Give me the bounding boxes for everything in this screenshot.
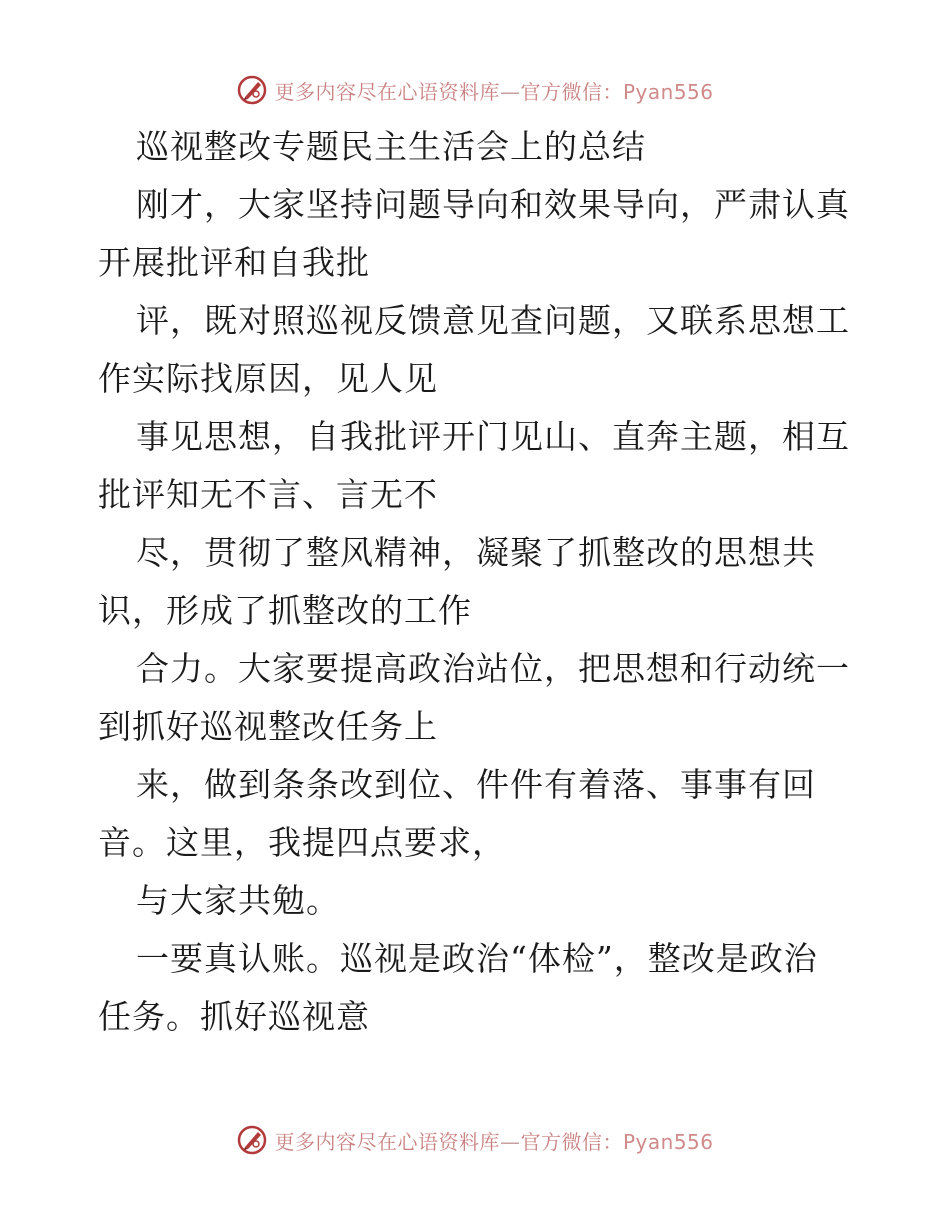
text-line: 事见思想，自我批评开门见山、直奔主题，相互 — [136, 417, 850, 456]
watermark-group — [236, 1124, 713, 1156]
text-line: 任务。抓好巡视意 — [98, 997, 370, 1036]
text-line: 一要真认账。巡视是政治“体检”，整改是政治 — [136, 939, 818, 978]
watermark-brand: 更多内容尽在心语资料库 — [274, 1129, 500, 1154]
text-line: 作实际找原因，见人见 — [98, 359, 438, 398]
text-line: 巡视整改专题民主生活会上的总结 — [136, 127, 646, 166]
watermark-official: 官方微信： — [520, 79, 623, 104]
text-line: 与大家共勉。 — [136, 881, 340, 920]
text-line: 尽，贯彻了整风精神，凝聚了抓整改的思想共 — [136, 533, 816, 572]
text-line: 批评知无不言、言无不 — [98, 475, 438, 514]
footer-watermark — [0, 1120, 950, 1160]
text-line: 评，既对照巡视反馈意见查问题，又联系思想工 — [136, 301, 850, 340]
text-line: 识，形成了抓整改的工作 — [98, 591, 472, 630]
watermark-text — [274, 76, 713, 105]
watermark-wechat-id: Pyan556 — [622, 79, 714, 104]
watermark-text — [274, 1126, 713, 1155]
header-watermark — [0, 70, 950, 110]
watermark-group — [236, 74, 713, 106]
text-line: 合力。大家要提高政治站位，把思想和行动统一 — [136, 649, 850, 688]
document-body — [98, 118, 858, 1046]
text-line: 刚才，大家坚持问题导向和效果导向，严肃认真 — [136, 185, 850, 224]
text-line: 到抓好巡视整改任务上 — [98, 707, 438, 746]
text-line: 开展批评和自我批 — [98, 243, 370, 282]
watermark-official: 官方微信： — [520, 1129, 623, 1154]
text-line: 来，做到条条改到位、件件有着落、事事有回 — [136, 765, 816, 804]
pen-logo-icon — [236, 1124, 268, 1156]
watermark-dash: — — [499, 79, 521, 104]
text-line: 音。这里，我提四点要求， — [98, 823, 506, 862]
watermark-brand: 更多内容尽在心语资料库 — [274, 79, 500, 104]
watermark-wechat-id: Pyan556 — [622, 1129, 714, 1154]
watermark-dash: — — [499, 1129, 521, 1154]
pen-logo-icon — [236, 74, 268, 106]
